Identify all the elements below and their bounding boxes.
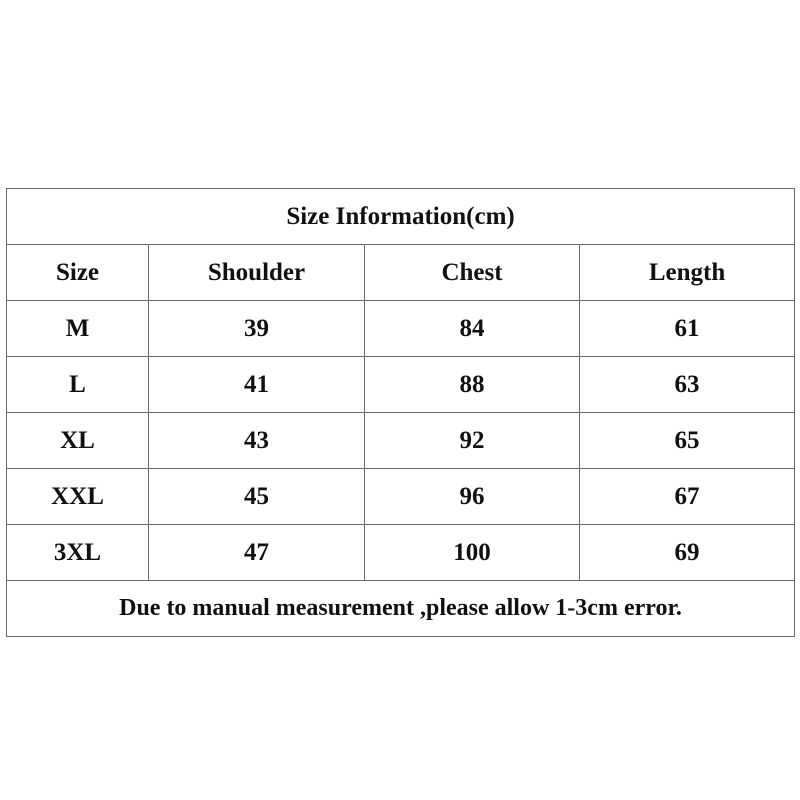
measurement-note: Due to manual measurement ,please allow 1-3cm error. [7, 581, 795, 637]
shoulder-cell: 45 [149, 469, 365, 525]
chest-cell: 100 [365, 525, 580, 581]
size-cell: XL [7, 413, 149, 469]
size-cell: M [7, 301, 149, 357]
chest-cell: 92 [365, 413, 580, 469]
column-header-shoulder: Shoulder [149, 245, 365, 301]
shoulder-cell: 39 [149, 301, 365, 357]
chest-cell: 88 [365, 357, 580, 413]
length-cell: 69 [580, 525, 795, 581]
length-cell: 67 [580, 469, 795, 525]
table-row [7, 469, 795, 525]
size-cell: 3XL [7, 525, 149, 581]
length-cell: 63 [580, 357, 795, 413]
column-header-chest: Chest [365, 245, 580, 301]
shoulder-cell: 41 [149, 357, 365, 413]
header-row [7, 245, 795, 301]
table-row [7, 525, 795, 581]
chest-cell: 84 [365, 301, 580, 357]
table-title: Size Information(cm) [7, 189, 795, 245]
length-cell: 65 [580, 413, 795, 469]
note-row [7, 581, 795, 637]
column-header-size: Size [7, 245, 149, 301]
size-cell: XXL [7, 469, 149, 525]
table-row [7, 301, 795, 357]
column-header-length: Length [580, 245, 795, 301]
table-row [7, 413, 795, 469]
chest-cell: 96 [365, 469, 580, 525]
size-chart-table [6, 188, 795, 637]
shoulder-cell: 47 [149, 525, 365, 581]
shoulder-cell: 43 [149, 413, 365, 469]
table-row [7, 357, 795, 413]
size-cell: L [7, 357, 149, 413]
title-row [7, 189, 795, 245]
length-cell: 61 [580, 301, 795, 357]
